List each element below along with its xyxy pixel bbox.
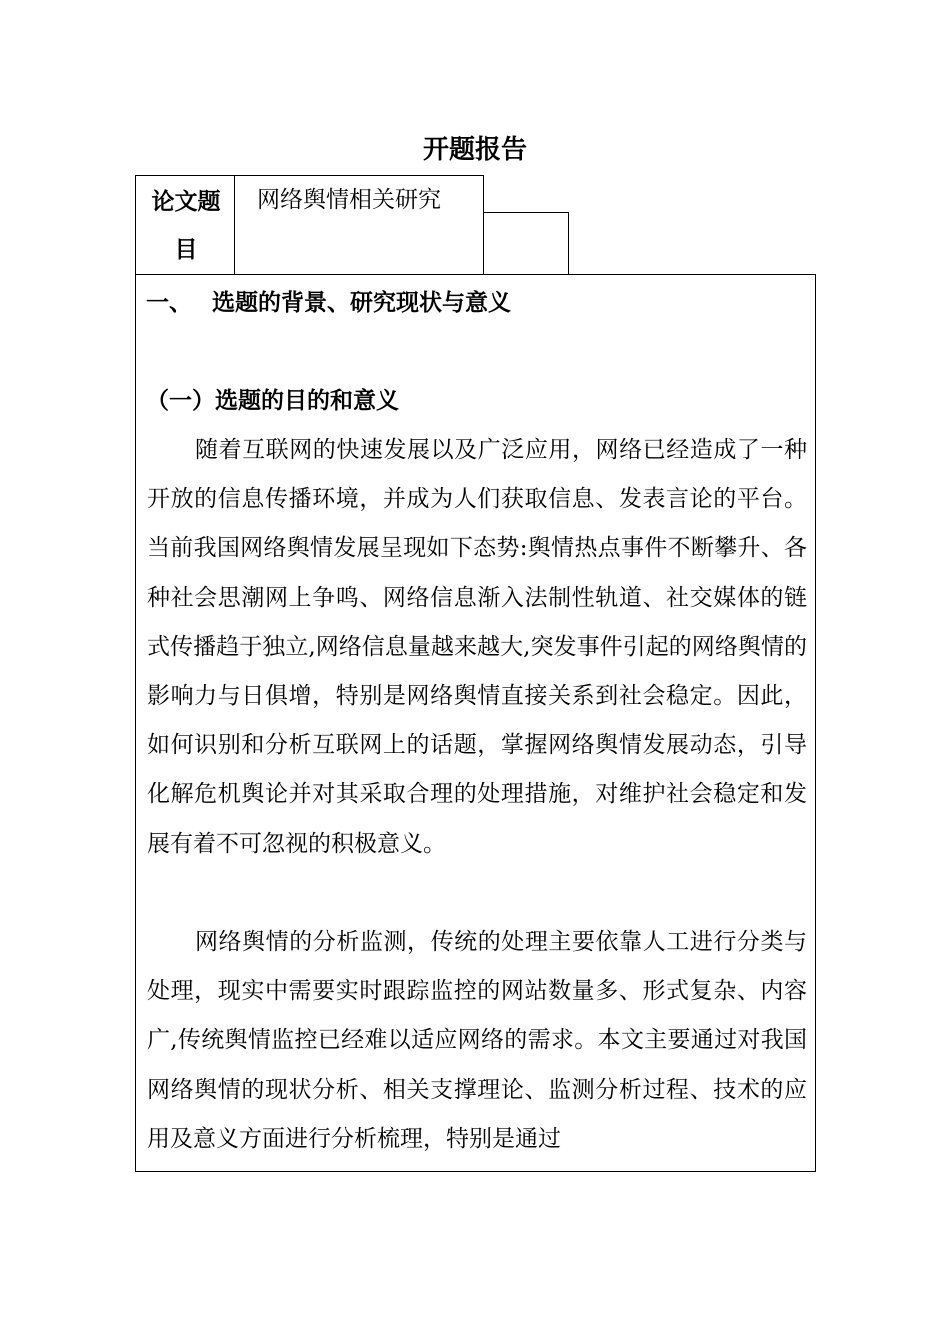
topic-label bbox=[136, 178, 236, 274]
topic-label-text: 论文题目 bbox=[151, 188, 221, 263]
body-paragraph: 随着互联网的快速发展以及广泛应用，网络已经造成了一种开放的信息传播环境，并成为人们获取信息、发表言论的平台。当前我国网络舆情发展呈现如下态势:舆情热点事件不断攀升、各种社会思潮网上争鸣、网络信息渐入法制性轨道、社交媒体的链式传播趋于独立,网络信息量越来越大,突发事件引起的网络舆情的影响力与日俱增，特别是网络舆情直接关系到社会稳定。因此，如何识别和分析互联网上的话题，掌握网络舆情发展动态，引导化解危机舆论并对其采取合理的处理措施，对维护社会稳定和发展有着不可忽视的积极意义。 bbox=[147, 437, 807, 857]
blank-cell bbox=[483, 212, 569, 275]
topic-value: 网络舆情相关研究 bbox=[257, 187, 441, 213]
document-title: 开题报告 bbox=[422, 135, 527, 165]
section-heading bbox=[146, 285, 511, 321]
topic-value-cell bbox=[234, 175, 484, 275]
subsection-heading: （一）选题的目的和意义 bbox=[146, 387, 399, 414]
topic-label-cell bbox=[135, 175, 235, 275]
body-paragraph: 网络舆情的分析监测，传统的处理主要依靠人工进行分类与处理，现实中需要实时跟踪监控的网站数量多、形式复杂、内容广,传统舆情监控已经难以适应网络的需求。本文主要通过对我国网络舆情的现状分析、相关支撑理论、监测分析过程、技术的应用及意义方面进行分析梳理，特别是通过 bbox=[147, 929, 807, 1152]
section-number: 一、 bbox=[146, 289, 192, 316]
main-content-cell bbox=[135, 274, 816, 1172]
section-title: 选题的背景、研究现状与意义 bbox=[212, 289, 511, 316]
